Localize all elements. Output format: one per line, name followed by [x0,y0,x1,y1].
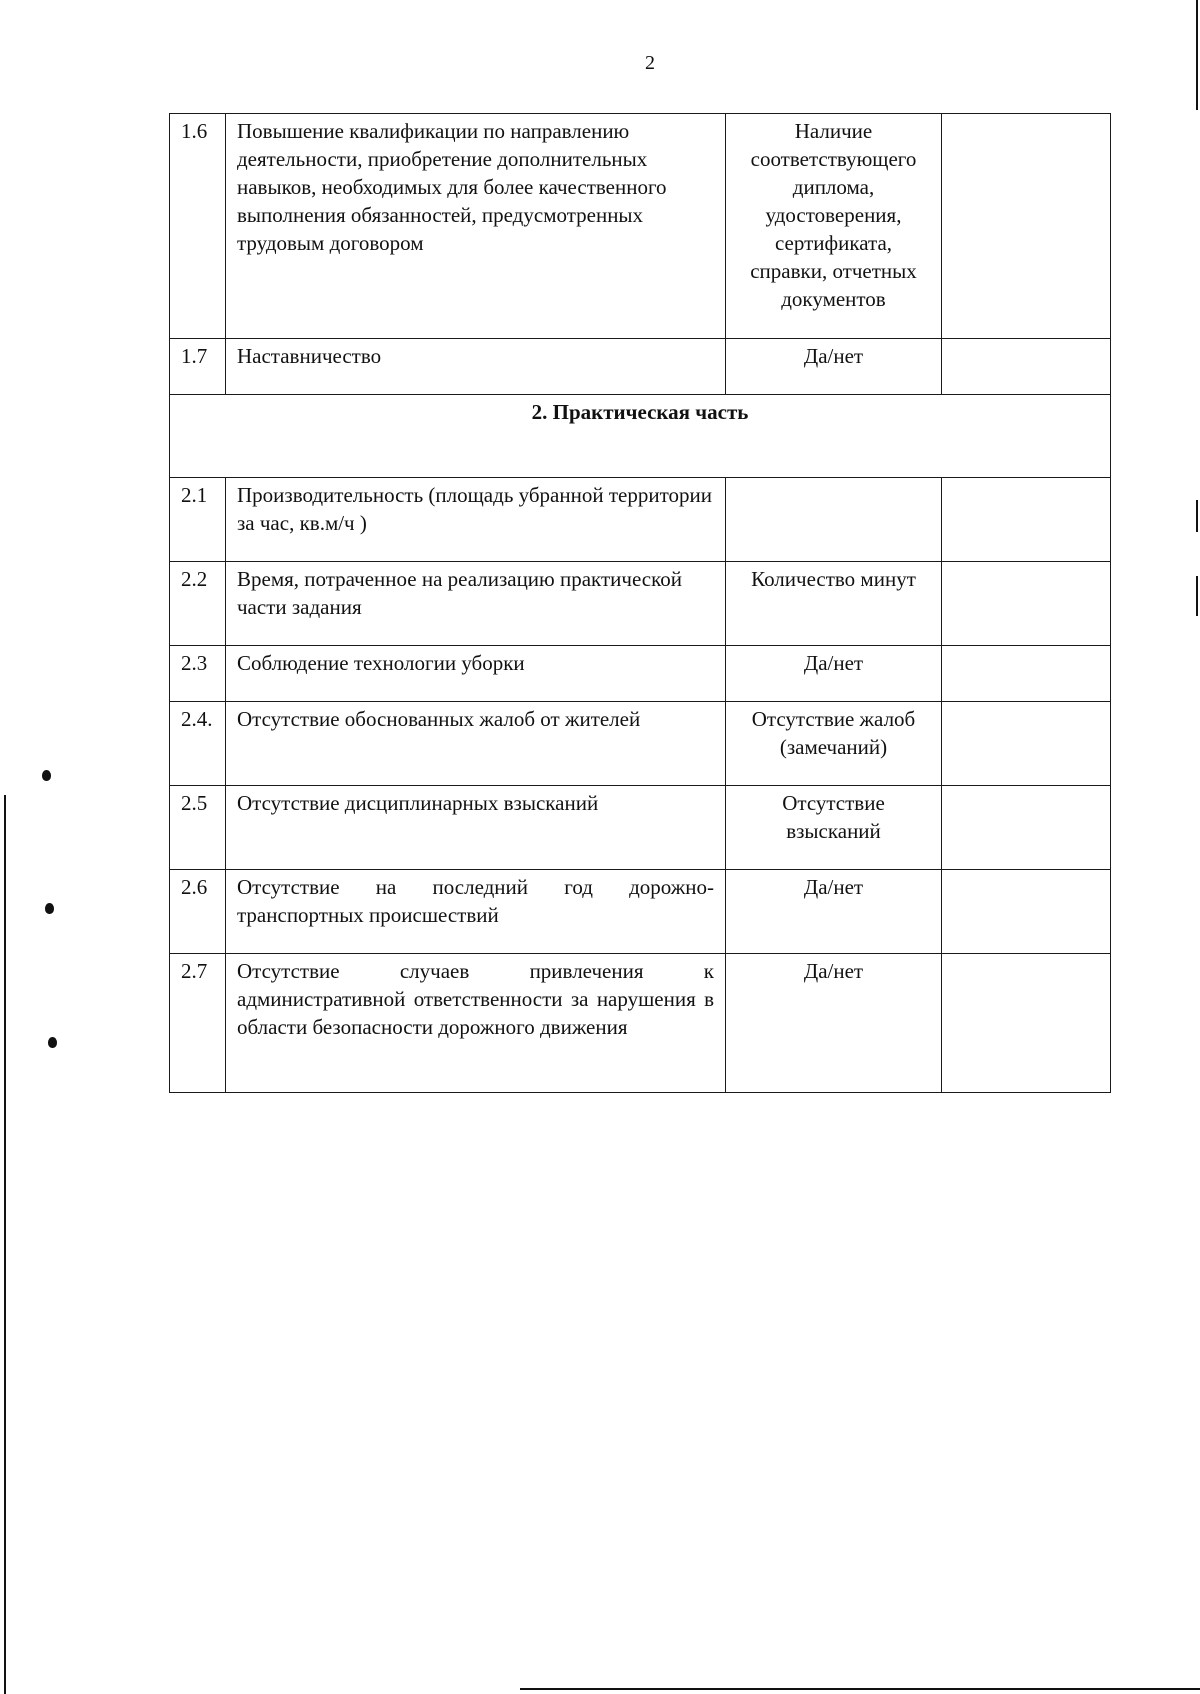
table-row [170,478,1111,562]
scan-edge-line-left [4,795,6,1694]
row-number: 2.7 [170,954,226,1093]
criterion-description: Отсутствие обоснованных жалоб от жителей [226,702,726,786]
criterion-description: Наставничество [226,339,726,395]
page-number: 2 [645,52,655,74]
row-number: 2.2 [170,562,226,646]
score-cell [942,114,1111,339]
scan-bottom-line [520,1688,1200,1690]
table-row [170,786,1111,870]
section-row [170,395,1111,478]
score-cell [942,786,1111,870]
table-row [170,646,1111,702]
punch-hole-mark [45,903,54,914]
criterion-measure: Количество минут [726,562,942,646]
row-number: 2.4. [170,702,226,786]
section-heading: 2. Практическая часть [170,395,1111,478]
score-cell [942,646,1111,702]
criterion-measure: Наличие соответствующего диплома, удостоверения, сертификата, справки, отчетных документов [726,114,942,339]
criterion-description: Отсутствие дисциплинарных взысканий [226,786,726,870]
criterion-description: Повышение квалификации по направлению деятельности, приобретение дополнительных навыков, необходимых для более качественного выполнения обязанностей, предусмотренных трудовым договором [226,114,726,339]
row-number: 2.1 [170,478,226,562]
scan-edge-tick-right [1196,576,1198,616]
criterion-description: Соблюдение технологии уборки [226,646,726,702]
criterion-description: Отсутствие случаев привлечения к административной ответственности за нарушения в области безопасности дорожного движения [226,954,726,1093]
criterion-measure: Да/нет [726,870,942,954]
table-row [170,114,1111,339]
criterion-description: Время, потраченное на реализацию практической части задания [226,562,726,646]
criteria-table [169,113,1111,1093]
table-row [170,702,1111,786]
row-number: 2.6 [170,870,226,954]
criterion-description: Отсутствие на последний год дорожно-транспортных происшествий [226,870,726,954]
row-number: 1.7 [170,339,226,395]
criterion-measure: Да/нет [726,339,942,395]
row-number: 1.6 [170,114,226,339]
criterion-measure [726,478,942,562]
table-row [170,339,1111,395]
table-row [170,954,1111,1093]
score-cell [942,954,1111,1093]
row-number: 2.3 [170,646,226,702]
scan-edge-tick-right [1196,500,1198,532]
punch-hole-mark [48,1037,57,1048]
row-number: 2.5 [170,786,226,870]
criterion-description: Производительность (площадь убранной территории за час, кв.м/ч ) [226,478,726,562]
table-row [170,562,1111,646]
score-cell [942,870,1111,954]
punch-hole-mark [42,770,51,781]
score-cell [942,562,1111,646]
criterion-measure: Да/нет [726,954,942,1093]
criterion-measure: Да/нет [726,646,942,702]
criterion-measure: Отсутствие жалоб (замечаний) [726,702,942,786]
score-cell [942,478,1111,562]
criterion-measure: Отсутствие взысканий [726,786,942,870]
scan-edge-line-right [1196,0,1198,110]
table-row [170,870,1111,954]
score-cell [942,702,1111,786]
score-cell [942,339,1111,395]
